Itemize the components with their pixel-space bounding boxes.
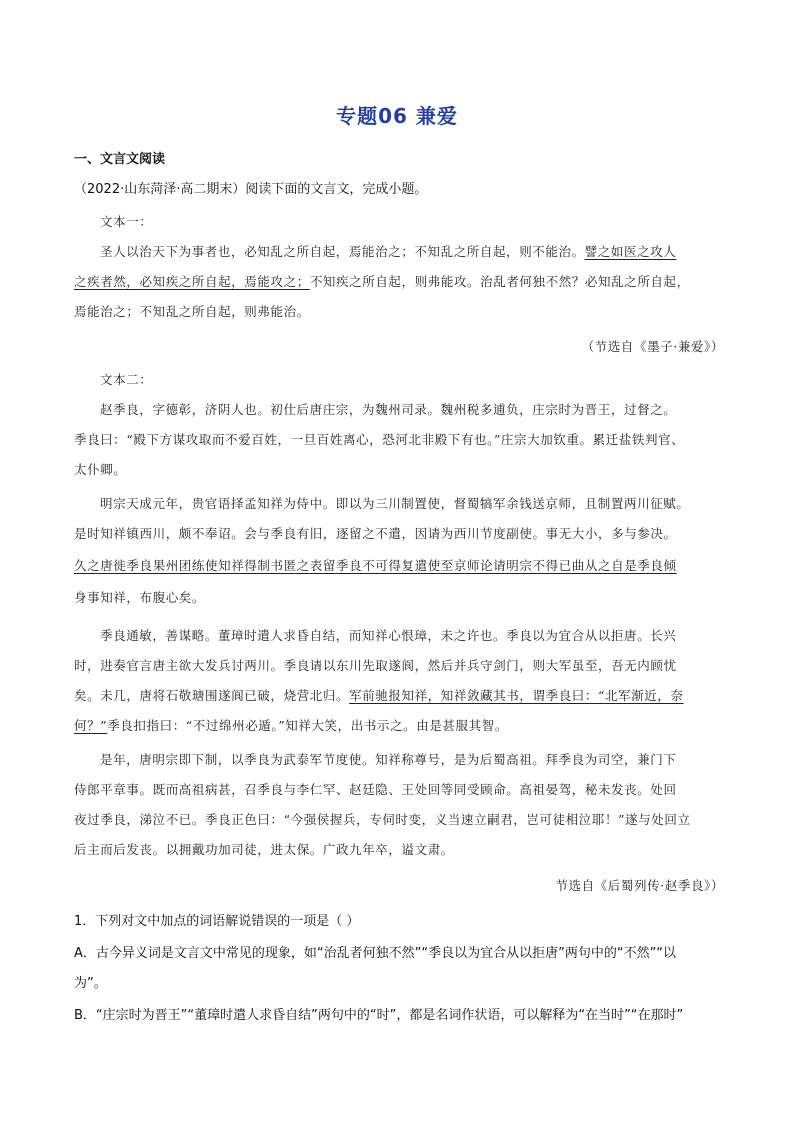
text2-line: 夜过季良，涕泣不已。季良正色曰：“今强侯握兵，专伺时变，义当速立嗣君，岂可徒相泣耶！”遂与处回立 bbox=[74, 812, 691, 827]
text1-line: 焉能治之；不知乱之所自起，则弗能治。 bbox=[74, 304, 310, 319]
text2-underlined: 何？” bbox=[74, 718, 108, 733]
text2-line: 侍郎平章事。既而高祖病甚，召季良与李仁罕、赵廷隐、王处回等同受顾命。高祖晏驾，秘未发丧。处回 bbox=[74, 782, 677, 797]
source-line: （2022·山东菏泽·高二期末）阅读下面的文言文，完成小题。 bbox=[74, 182, 428, 197]
text2-line: 明宗天成元年，贵官语择孟知祥为侍中。即以为三川制置使，督蜀犒军余钱送京师，且制置两川征赋。 bbox=[100, 496, 690, 511]
text2-line: 后主而后发丧。以拥戴功加司徒，进太保。广政九年卒，谥文肃。 bbox=[74, 842, 454, 857]
text2-line: 是时知祥镇西川，颇不奉诏。会与季良有旧，逐留之不遣，因请为西川节度副使。事无大小，多与参决。 bbox=[74, 526, 677, 541]
text2-line bbox=[74, 716, 724, 734]
option-b: B．“庄宗时为晋王”“董璋时遣人求昏自结”两句中的“时”，都是名词作状语，可以解释为“在当时”“在那时” bbox=[74, 1008, 684, 1023]
text1-label: 文本一： bbox=[100, 214, 153, 229]
text2-line: 季良通敏，善谋略。董璋时遣人求昏自结，而知祥心恨璋，未之许也。季良以为宜合从以拒唐。长兴 bbox=[100, 628, 677, 643]
text2-underlined: 军前驰报知祥，知祥敛藏其书，谓季良曰：“北军渐近，奈 bbox=[349, 688, 684, 703]
text2-line: 时，进奏官言唐主欲大发兵讨两川。季良请以东川先取遂阆，然后并兵守剑门，则大军虽至，吾无内顾忧 bbox=[74, 658, 677, 673]
section-heading: 一、文言文阅读 bbox=[74, 152, 166, 167]
text2-line bbox=[74, 686, 724, 704]
text2-line: 是年，唐明宗即下制，以季良为武泰军节度使。知祥称尊号，是为后蜀高祖。拜季良为司空，兼门下 bbox=[100, 752, 677, 767]
text2-segment: 矣。未几，唐将石敬瑭围遂阆已破，烧营北归。 bbox=[74, 688, 350, 703]
text1-line bbox=[74, 272, 724, 290]
option-a: A．古今异义词是文言文中常见的现象，如“治乱者何独不然”“季良以为宜合从以拒唐”两句中的“不然”“以 bbox=[74, 946, 677, 961]
page-title: 专题06 兼爱 bbox=[336, 104, 458, 128]
text1-underlined: 譬之如医之攻人 bbox=[584, 244, 677, 259]
text1-segment: 不知疾之所自起，则弗能攻。治乱者何独不然？必知乱之所自起， bbox=[309, 274, 690, 289]
text1-segment: 圣人以治天下为事者也，必知乱之所自起，焉能治之；不知乱之所自起，则不能治。 bbox=[100, 244, 585, 259]
question-1: 1．下列对文中加点的词语解说错误的一项是（ ） bbox=[74, 914, 360, 929]
text2-line: 身事知祥，布腹心矣。 bbox=[74, 590, 206, 605]
text2-line: 赵季良，字德彰，济阴人也。初仕后唐庄宗，为魏州司录。魏州税多逋负，庄宗时为晋王，过督之。 bbox=[100, 402, 677, 417]
text2-line: 太仆卿。 bbox=[74, 462, 127, 477]
text1-citation: （节选自《墨子·兼爱》） bbox=[581, 339, 724, 354]
text2-line: 季良曰：“殿下方谋攻取而不爱百姓，一旦百姓离心，恐河北非殿下有也。”庄宗大加钦重。累迁盐铁判官、 bbox=[74, 432, 685, 447]
text1-line bbox=[100, 242, 724, 260]
option-a-continued: 为”。 bbox=[74, 976, 107, 991]
text2-label: 文本二： bbox=[100, 372, 153, 387]
text2-segment: 季良扣指曰：“不过绵州必遁。”知祥大笑，出书示之。由是甚服其智。 bbox=[107, 718, 508, 733]
text2-underlined-line: 久之唐徙季良果州团练使知祥得制书匿之表留季良不可得复遣使至京师论请明宗不得已曲从之自是季良倾 bbox=[74, 558, 677, 573]
text2-citation: 节选自《后蜀列传·赵季良》） bbox=[555, 878, 724, 893]
text1-underlined: 之疾者然，必知疾之所自起，焉能攻之； bbox=[74, 274, 310, 289]
